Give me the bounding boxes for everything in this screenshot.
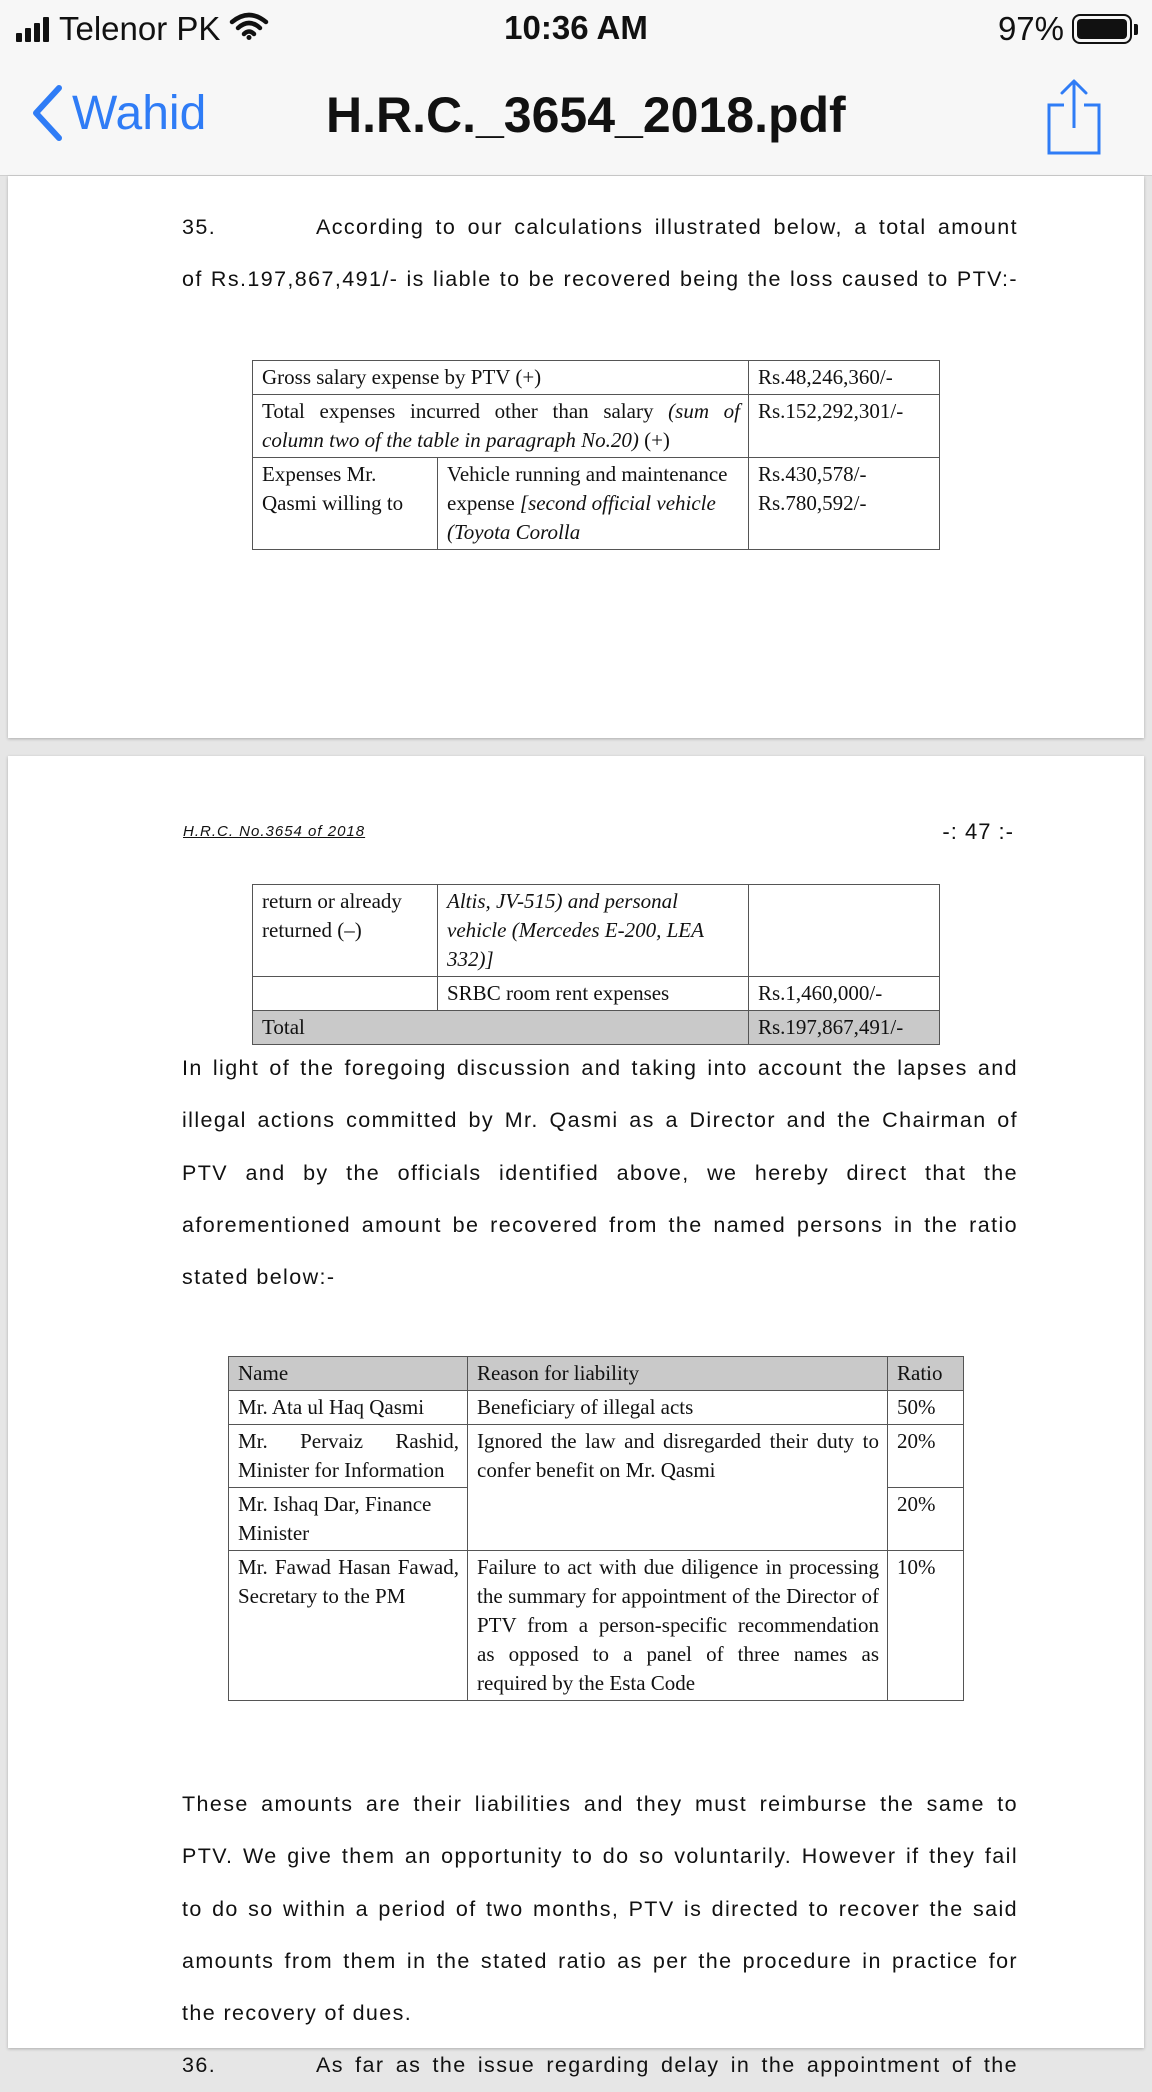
paragraph-number: 36. xyxy=(182,2053,217,2078)
reason-cell: Failure to act with due diligence in processing the summary for appointment of the Director of PTV from a person-specific recommendation as opposed to a panel of three names as required by the Esta Code xyxy=(468,1551,888,1701)
cell-value: Rs.780,592/- xyxy=(758,491,867,515)
paragraph-35-first-line xyxy=(182,201,1018,253)
document-title: H.R.C._3654_2018.pdf xyxy=(326,87,846,143)
cell-text: Total expenses incurred other than salary xyxy=(262,399,654,423)
cell-text: (+) xyxy=(644,428,670,452)
name-cell: Mr. Ishaq Dar, Finance Minister xyxy=(229,1488,468,1551)
table-row xyxy=(253,885,940,977)
page-number: -: 47 :- xyxy=(942,819,1014,844)
paragraph-36-first-line xyxy=(182,2039,1018,2091)
pdf-page-47 xyxy=(8,756,1144,2078)
paragraph-line: illegal actions committed by Mr. Qasmi as a Director and the Chairman of xyxy=(182,1108,1018,1133)
loss-calculation-table-part1 xyxy=(252,360,940,550)
table-header-cell: Ratio xyxy=(888,1357,964,1391)
paragraph-reimbursement xyxy=(182,1778,1018,2092)
paragraph-line: to do so within a period of two months, PTV is directed to recover the said xyxy=(182,1896,1018,1921)
table-cell: Expenses Mr. Qasmi willing to xyxy=(253,458,438,550)
table-cell xyxy=(749,885,940,977)
paragraph-line: PTV and by the officials identified above, we hereby direct that the xyxy=(182,1160,1018,1185)
table-total-row xyxy=(253,1011,940,1045)
paragraph-number: 35. xyxy=(182,215,217,239)
table-header-cell: Name xyxy=(229,1357,468,1391)
back-button[interactable] xyxy=(30,84,206,142)
table-cell: Gross salary expense by PTV (+) xyxy=(253,361,749,395)
ratio-cell: 20% xyxy=(888,1488,964,1551)
paragraph-line: These amounts are their liabilities and they must reimburse the same to xyxy=(182,1792,1018,1816)
table-row xyxy=(229,1391,964,1425)
ratio-cell: 20% xyxy=(888,1425,964,1488)
reason-cell: Beneficiary of illegal acts xyxy=(468,1391,888,1425)
table-header-cell: Reason for liability xyxy=(468,1357,888,1391)
table-cell: Total xyxy=(253,1011,749,1045)
back-button-label: Wahid xyxy=(72,86,207,140)
cell-text-italic: (sum of column two of the table in paragraph No.20) xyxy=(262,399,741,452)
share-button[interactable] xyxy=(1046,78,1102,161)
table-header-row xyxy=(229,1357,964,1391)
navigation-bar xyxy=(0,56,1152,176)
carrier-name: Telenor PK xyxy=(59,10,221,47)
table-cell: SRBC room rent expenses xyxy=(438,977,749,1011)
table-cell xyxy=(253,977,438,1011)
table-cell: Rs.1,460,000/- xyxy=(749,977,940,1011)
clock: 10:36 AM xyxy=(504,9,648,46)
paragraph-line: aforementioned amount be recovered from the named persons in the ratio xyxy=(182,1212,1018,1237)
paragraph-line: amounts from them in the stated ratio as per the procedure in practice for xyxy=(182,1948,1018,1973)
status-bar xyxy=(0,0,1152,56)
table-row xyxy=(229,1551,964,1701)
chevron-left-icon xyxy=(30,84,64,142)
ratio-cell: 50% xyxy=(888,1391,964,1425)
cell-text-italic: Altis, JV-515) and personal vehicle (Mercedes E-200, LEA 332)] xyxy=(447,889,704,971)
name-cell: Mr. Pervaiz Rashid, Minister for Information xyxy=(229,1425,468,1488)
table-cell: return or already returned (–) xyxy=(253,885,438,977)
case-reference-header: H.R.C. No.3654 of 2018 xyxy=(183,823,366,840)
table-cell xyxy=(253,395,749,458)
cell-text-italic: [second official vehicle (Toyota Corolla xyxy=(447,491,716,544)
paragraph-35 xyxy=(182,201,1018,306)
table-cell xyxy=(749,458,940,550)
table-row xyxy=(253,977,940,1011)
paragraph-direction xyxy=(182,1042,1018,1303)
table-cell: Rs.152,292,301/- xyxy=(749,395,940,458)
paragraph-line: In light of the foregoing discussion and taking into account the lapses and xyxy=(182,1056,1018,1080)
reason-cell: Ignored the law and disregarded their duty to confer benefit on Mr. Qasmi xyxy=(468,1425,888,1551)
pdf-page-46 xyxy=(8,176,1144,738)
table-row xyxy=(253,458,940,550)
paragraph-line: PTV. We give them an opportunity to do so voluntarily. However if they fail xyxy=(182,1844,1018,1869)
table-row xyxy=(229,1425,964,1488)
paragraph-text: According to our calculations illustrated below, a total amount xyxy=(316,215,1018,239)
loss-calculation-table-part2 xyxy=(252,884,940,1045)
liability-ratio-table xyxy=(228,1356,964,1701)
table-cell: Rs.48,246,360/- xyxy=(749,361,940,395)
table-cell xyxy=(438,885,749,977)
paragraph-text: As far as the issue regarding delay in the appointment of the xyxy=(316,2053,1018,2078)
table-cell xyxy=(438,458,749,550)
table-row xyxy=(253,361,940,395)
table-row xyxy=(253,395,940,458)
name-cell: Mr. Fawad Hasan Fawad, Secretary to the PM xyxy=(229,1551,468,1701)
cell-text: Vehicle running and maintenance expense xyxy=(447,462,728,515)
battery-icon xyxy=(1072,14,1138,44)
share-icon xyxy=(1046,78,1102,156)
paragraph-line: stated below:- xyxy=(182,1265,336,1290)
name-cell: Mr. Ata ul Haq Qasmi xyxy=(229,1391,468,1425)
paragraph-line: the recovery of dues. xyxy=(182,2001,413,2026)
battery-percent: 97% xyxy=(997,10,1064,47)
cell-value: Rs.430,578/- xyxy=(758,462,867,486)
table-cell: Rs.197,867,491/- xyxy=(749,1011,940,1045)
status-right xyxy=(998,10,1138,48)
paragraph-line: of Rs.197,867,491/- is liable to be recovered being the loss caused to PTV:- xyxy=(182,267,1018,292)
ratio-cell: 10% xyxy=(888,1551,964,1701)
